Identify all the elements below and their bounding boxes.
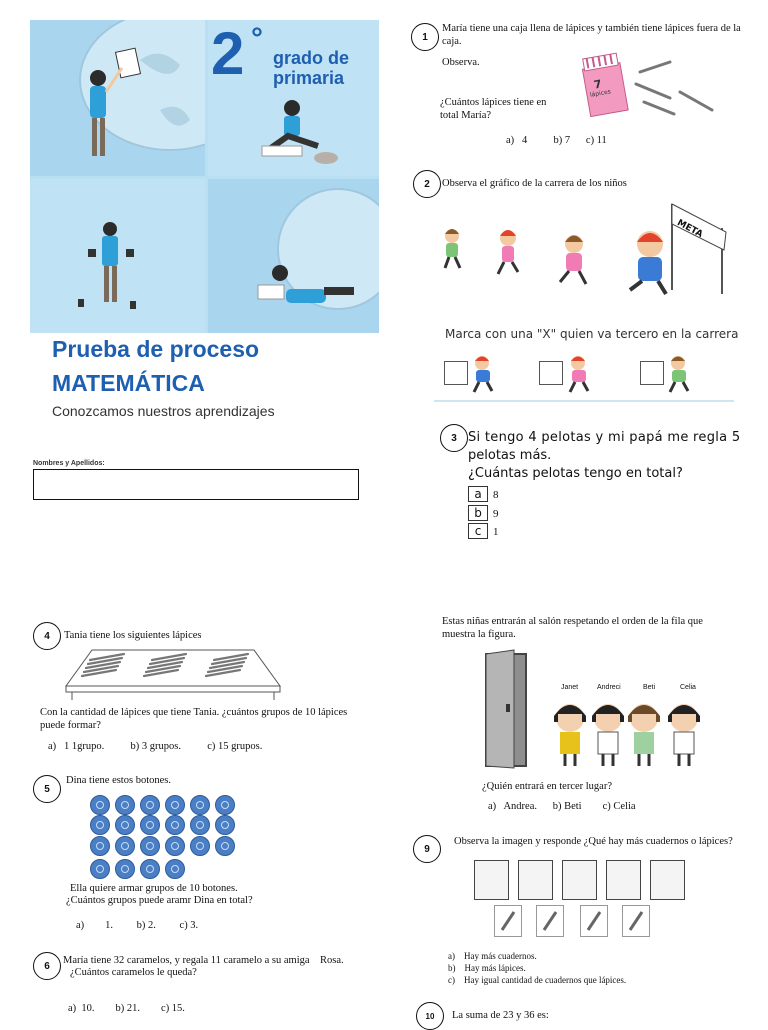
girl-janet xyxy=(554,704,586,766)
girl-beti xyxy=(628,704,660,766)
girl-andreci xyxy=(592,704,624,766)
q6-options[interactable]: a) 10. b) 21. c) 15. xyxy=(68,1003,185,1014)
q2-instruction: Marca con una "X" quien va tercero en la carrera xyxy=(445,327,739,341)
pencil-icon xyxy=(622,905,650,937)
button-icon xyxy=(140,836,160,856)
q3-text-line2: pelotas más. xyxy=(468,448,552,463)
q4-options[interactable]: a) 1 1grupo. b) 3 grupos. c) 15 grupos. xyxy=(48,741,263,752)
q5-question: ¿Cuántos grupos puede aramr Dina en total? xyxy=(66,895,253,906)
q3-option-b-value: 9 xyxy=(493,508,499,520)
q2-divider xyxy=(434,400,734,402)
test-title-line1: Prueba de proceso xyxy=(52,336,260,362)
name-field[interactable] xyxy=(33,469,359,500)
button-icon xyxy=(90,795,110,815)
q10-text: La suma de 23 y 36 es: xyxy=(452,1010,549,1021)
q9-option-a[interactable]: a) Hay más cuadernos. xyxy=(448,951,537,961)
button-icon xyxy=(215,795,235,815)
boy-with-blocks-image xyxy=(30,179,205,333)
button-icon xyxy=(115,795,135,815)
q3-question: ¿Cuántas pelotas tengo en total? xyxy=(468,466,683,481)
button-icon xyxy=(190,795,210,815)
q9-option-c[interactable]: c) Hay igual cantidad de cuadernos que lápices. xyxy=(448,975,627,985)
girl-celia xyxy=(668,704,700,766)
button-icon xyxy=(90,836,110,856)
runner-3 xyxy=(560,235,586,284)
notebook-icon xyxy=(474,860,509,900)
q9-text: Observa la imagen y responde ¿Qué hay más cuadernos o lápices? xyxy=(454,836,733,847)
degree-sign: ° xyxy=(251,22,263,55)
cover-tile-1 xyxy=(30,20,205,176)
button-icon xyxy=(140,815,160,835)
q1-options[interactable]: a) 4 b) 7 c) 11 xyxy=(506,135,607,146)
button-icon xyxy=(115,836,135,856)
button-icon xyxy=(165,836,185,856)
q2-text: Observa el gráfico de la carrera de los niños xyxy=(442,178,627,189)
pencils-row xyxy=(494,905,674,939)
pencil-icon xyxy=(494,905,522,937)
notebook-icon xyxy=(650,860,685,900)
button-icon xyxy=(165,859,185,879)
race-illustration xyxy=(436,198,734,322)
button-icon xyxy=(115,859,135,879)
button-icon xyxy=(215,836,235,856)
button-icon xyxy=(190,815,210,835)
cover-tile-4 xyxy=(208,179,379,333)
q8-question: ¿Quién entrará en tercer lugar? xyxy=(482,781,612,792)
q3-option-c-value: 1 xyxy=(493,526,499,538)
q1-text: María tiene una caja llena de lápices y también tiene lápices fuera de la caja. xyxy=(442,23,741,48)
test-subtitle: Conozcamos nuestros aprendizajes xyxy=(52,403,275,419)
button-icon xyxy=(115,815,135,835)
q6-text: María tiene 32 caramelos, y regala 11 caramelo a su amiga Rosa. xyxy=(63,955,344,966)
grade-number: 2 xyxy=(211,20,245,87)
q5-statement: Ella quiere armar grupos de 10 botones. xyxy=(70,883,238,894)
button-icon xyxy=(190,836,210,856)
question-number-6: 6 xyxy=(33,952,61,980)
question-number-10: 10 xyxy=(416,1002,444,1030)
question-number-1: 1 xyxy=(411,23,439,51)
question-number-2: 2 xyxy=(413,170,441,198)
question-number-5: 5 xyxy=(33,775,61,803)
q4-text: Tania tiene los siguientes lápices xyxy=(64,630,202,641)
notebooks-row xyxy=(474,860,694,900)
button-icon xyxy=(215,815,235,835)
q3-option-b[interactable] xyxy=(468,504,499,522)
q3-option-b-letter: b xyxy=(468,505,488,521)
girl-lying-image xyxy=(208,179,379,333)
button-icon xyxy=(90,815,110,835)
girl-name-3: Beti xyxy=(643,684,656,691)
runner-thumb-2 xyxy=(564,355,594,395)
pencils-on-table-image xyxy=(62,646,284,702)
vase-pattern-image xyxy=(30,20,205,176)
runner-1 xyxy=(445,229,460,268)
q1-question: ¿Cuántos lápices tiene en total María? xyxy=(440,97,547,122)
girl-name-4: Celia xyxy=(680,684,696,691)
name-label: Nombres y Apellidos: xyxy=(33,460,105,467)
buttons-grid-image xyxy=(90,795,240,885)
q3-option-a[interactable] xyxy=(468,485,499,503)
question-number-4: 4 xyxy=(33,622,61,650)
button-icon xyxy=(165,815,185,835)
question-number-3: 3 xyxy=(440,424,468,452)
girl-name-1: Janet xyxy=(561,684,579,691)
q8-options[interactable]: a) Andrea. b) Beti c) Celia xyxy=(488,801,636,812)
girls-queue-image xyxy=(480,648,720,774)
button-icon xyxy=(140,795,160,815)
notebook-icon xyxy=(562,860,597,900)
q2-checkbox-1[interactable] xyxy=(444,361,468,385)
q8-text: Estas niñas entrarán al salón respetando el orden de la fila que muestra la figura. xyxy=(442,616,703,641)
button-icon xyxy=(165,795,185,815)
notebook-icon xyxy=(518,860,553,900)
q4-question: Con la cantidad de lápices que tiene Tania. ¿cuántos grupos de 10 lápices puede formar? xyxy=(40,707,348,732)
test-title-line2: MATEMÁTICA xyxy=(52,370,205,396)
runner-2 xyxy=(498,230,518,274)
runner-thumb-1 xyxy=(468,355,498,395)
q5-text: Dina tiene estos botones. xyxy=(66,775,171,786)
q3-option-c[interactable] xyxy=(468,522,499,540)
q2-checkbox-3[interactable] xyxy=(640,361,664,385)
grade-label-line2: primaria xyxy=(273,68,345,88)
q2-checkbox-2[interactable] xyxy=(539,361,563,385)
grade-label-line1: grado de xyxy=(273,48,350,68)
question-number-9: 9 xyxy=(413,835,441,863)
q5-options[interactable]: a) 1. b) 2. c) 3. xyxy=(76,920,199,931)
button-icon xyxy=(90,859,110,879)
button-icon xyxy=(140,859,160,879)
cover-tile-3 xyxy=(30,179,205,333)
runner-4 xyxy=(630,231,666,294)
pencil-box-word: lápices xyxy=(589,88,612,99)
finish-line-label: META xyxy=(675,218,705,240)
pencil-icon xyxy=(536,905,564,937)
notebook-icon xyxy=(606,860,641,900)
girl-name-2: Andreci xyxy=(597,684,621,691)
q3-option-a-letter: a xyxy=(468,486,488,502)
q3-option-a-value: 8 xyxy=(493,489,499,501)
q9-option-b[interactable]: b) Hay más lápices. xyxy=(448,963,526,973)
q6-question: ¿Cuántos caramelos le queda? xyxy=(70,967,197,978)
q1-observe: Observa. xyxy=(442,57,480,68)
pencil-icon xyxy=(580,905,608,937)
q3-option-c-letter: c xyxy=(468,523,488,539)
q3-text-line1: Si tengo 4 pelotas y mi papá me regla 5 xyxy=(468,430,741,445)
runner-thumb-3 xyxy=(664,355,694,395)
pencil-box-number: 7 xyxy=(592,77,603,92)
